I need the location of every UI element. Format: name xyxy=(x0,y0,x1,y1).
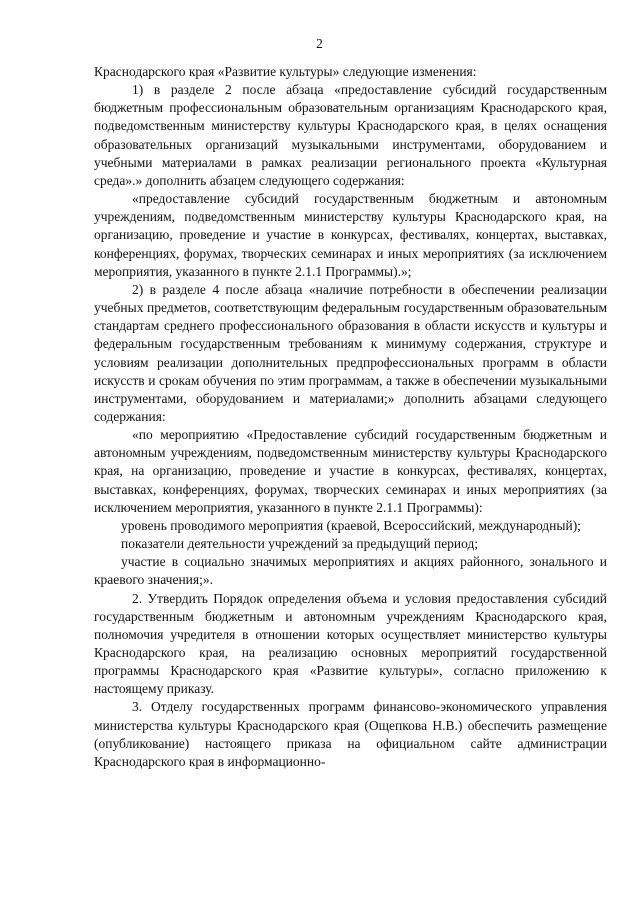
page-number: 2 xyxy=(316,36,323,51)
paragraph-quote-2: «по мероприятию «Предоставление субсидий государственным бюджетным и автономным учреждениям, подведомственным министерству культуры Краснодарского края, на организацию, проведение и участие в конкурсах, фестивалях, концертах, выставках, конференциях, форумах, творческих семинарах и иных мероприятиях (за исключением мероприятия, указанного в пункте 2.1.1 Программы): xyxy=(94,427,607,515)
paragraph-item-2: 2) в разделе 4 после абзаца «наличие потребности в обеспечении реализации учебных предметов, соответствующим федеральным государственным образовательным стандартам среднего профессионального образования в области искусств и культуры и федеральным государственным требованиям к минимуму содержания, структуре и условиям реализации дополнительных предпрофессиональных программ в области искусств и срокам обучения по этим программам, а также в обеспечении музыкальными инструментами, оборудованием и материалами;» дополнить абзацами следующего содержания: xyxy=(94,281,607,424)
paragraph-item-1: 1) в разделе 2 после абзаца «предоставление субсидий государственным бюджетным профессиональным образовательным организациям Краснодарского края, подведомственным министерству культуры Краснодарского края, в целях оснащения образовательных организаций музыкальными инструментами, оборудованием и учебными материалами в рамках реализации регионального проекта «Культурная среда».» дополнить абзацем следующего содержания: xyxy=(94,82,607,188)
paragraph-criterion-level: уровень проводимого мероприятия (краевой, Всероссийский, международный); xyxy=(121,517,581,533)
document-body xyxy=(94,63,607,771)
paragraph-section-3: 3. Отделу государственных программ финансово-экономического управления министерства культуры Краснодарского края (Ощепкова Н.В.) обеспечить размещение (опубликование) настоящего приказа на официальном сайте администрации Краснодарского края в информационно- xyxy=(94,699,607,769)
paragraph-section-2: 2. Утвердить Порядок определения объема и условия предоставления субсидий государственным бюджетным и автономным учреждениям Краснодарского края, полномочия учредителя в отношении которых осуществляет министерство культуры Краснодарского края, на реализацию основных мероприятий государственной программы Краснодарского края «Развитие культуры», согласно приложению к настоящему приказу. xyxy=(94,590,607,697)
paragraph-criterion-performance: показатели деятельности учреждений за предыдущий период; xyxy=(121,536,479,552)
paragraph-quote-1: «предоставление субсидий государственным бюджетным и автономным учреждениям, подведомственным министерству культуры Краснодарского края, на организацию, проведение и участие в конкурсах, фестивалях, концертах, выставках, конференциях, форумах, творческих семинарах и иных мероприятиях (за исключением мероприятия, указанного в пункте 2.1.1 Программы).»; xyxy=(94,191,607,279)
paragraph-criterion-participation: участие в социально значимых мероприятиях и акциях районного, зонального и краевого значения;». xyxy=(94,554,607,588)
paragraph-intro: Краснодарского края «Развитие культуры» следующие изменения: xyxy=(94,64,477,79)
